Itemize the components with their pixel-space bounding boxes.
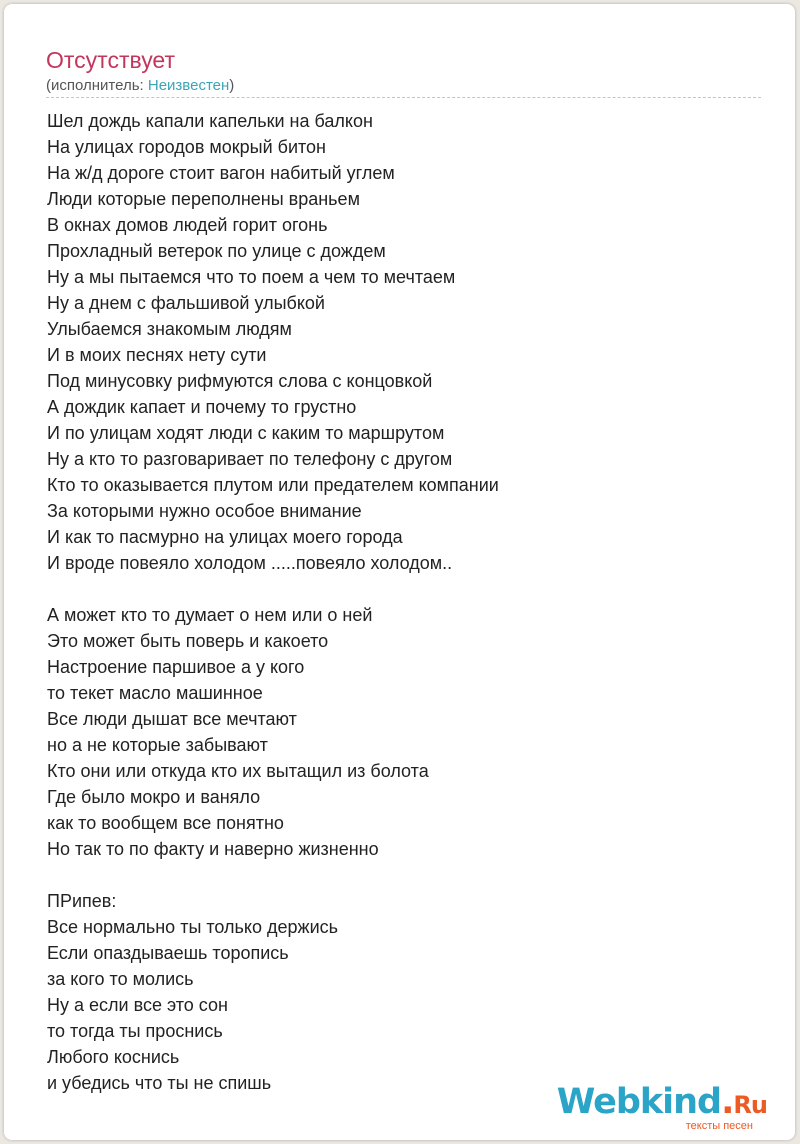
lyric-line: Ну а кто то разговаривает по телефону с другом [47, 449, 453, 469]
logo-tagline: тексты песен [685, 1120, 753, 1132]
lyric-line: Люди которые переполнены враньем [47, 189, 360, 209]
lyric-line: Настроение паршивое а у кого [47, 657, 305, 677]
lyric-line: Если опаздываешь торопись [47, 943, 289, 963]
lyric-line: как то вообщем все понятно [47, 813, 284, 833]
lyric-line: Кто то оказывается плутом или предателем компании [47, 475, 499, 495]
lyric-line: Ну а если все это сон [47, 995, 228, 1015]
lyrics-page [4, 4, 795, 1140]
artist-suffix: ) [229, 77, 235, 94]
logo-wordmark [557, 1082, 767, 1125]
lyric-line: за кого то молись [47, 969, 194, 989]
title-divider [46, 97, 761, 98]
artist-prefix: (исполнитель: [46, 77, 148, 94]
lyric-line: Любого коснись [47, 1047, 180, 1067]
lyric-line: А дождик капает и почему то грустно [47, 397, 357, 417]
lyric-line: Все нормально ты только держись [47, 917, 339, 937]
lyric-line: Шел дождь капали капельки на балкон [47, 111, 373, 131]
logo-name: Webkind [556, 1082, 722, 1122]
lyric-line: На улицах городов мокрый битон [47, 137, 326, 157]
lyric-line: то текет масло машинное [47, 683, 263, 703]
lyric-line: За которыми нужно особое внимание [47, 501, 362, 521]
lyric-line: Под минусовку рифмуются слова с концовкой [47, 371, 433, 391]
lyric-line: Кто они или откуда кто их вытащил из болота [47, 761, 429, 781]
stanza-gap [47, 576, 767, 602]
lyric-line: то тогда ты проснись [47, 1021, 223, 1041]
lyric-line: Где было мокро и ваняло [47, 787, 261, 807]
lyric-line: Ну а днем с фальшивой улыбкой [47, 293, 325, 313]
lyric-line: И в моих песнях нету сути [47, 345, 267, 365]
logo-dot: . [721, 1082, 734, 1122]
lyric-line: Но так то по факту и наверно жизненно [47, 839, 379, 859]
lyric-line: Все люди дышат все мечтают [47, 709, 297, 729]
lyric-line: И как то пасмурно на улицах моего города [47, 527, 403, 547]
lyric-line: И вроде повеяло холодом .....повеяло холодом.. [47, 553, 453, 573]
stanza-gap [47, 862, 767, 888]
site-logo[interactable] [556, 1082, 767, 1132]
lyric-line: Улыбаемся знакомым людям [47, 319, 292, 339]
lyric-line: И по улицам ходят люди с каким то маршрутом [47, 423, 445, 443]
lyric-line: ПРипев: [47, 891, 117, 911]
song-title: Отсутствует [46, 47, 175, 73]
artist-link[interactable]: Неизвестен [147, 77, 230, 94]
lyric-line: и убедись что ты не спишь [47, 1073, 272, 1093]
lyric-line: но а не которые забывают [47, 735, 268, 755]
lyrics-text [47, 108, 767, 1096]
logo-tld: Ru [733, 1091, 767, 1119]
lyric-line: Это может быть поверь и какоето [47, 631, 329, 651]
lyric-line: На ж/д дороге стоит вагон набитый углем [47, 163, 395, 183]
lyric-line: Ну а мы пытаемся что то поем а чем то мечтаем [47, 267, 456, 287]
artist-line [46, 76, 234, 96]
lyric-line: Прохладный ветерок по улице с дождем [47, 241, 386, 261]
lyric-line: А может кто то думает о нем или о ней [47, 605, 373, 625]
lyric-line: В окнах домов людей горит огонь [47, 215, 328, 235]
